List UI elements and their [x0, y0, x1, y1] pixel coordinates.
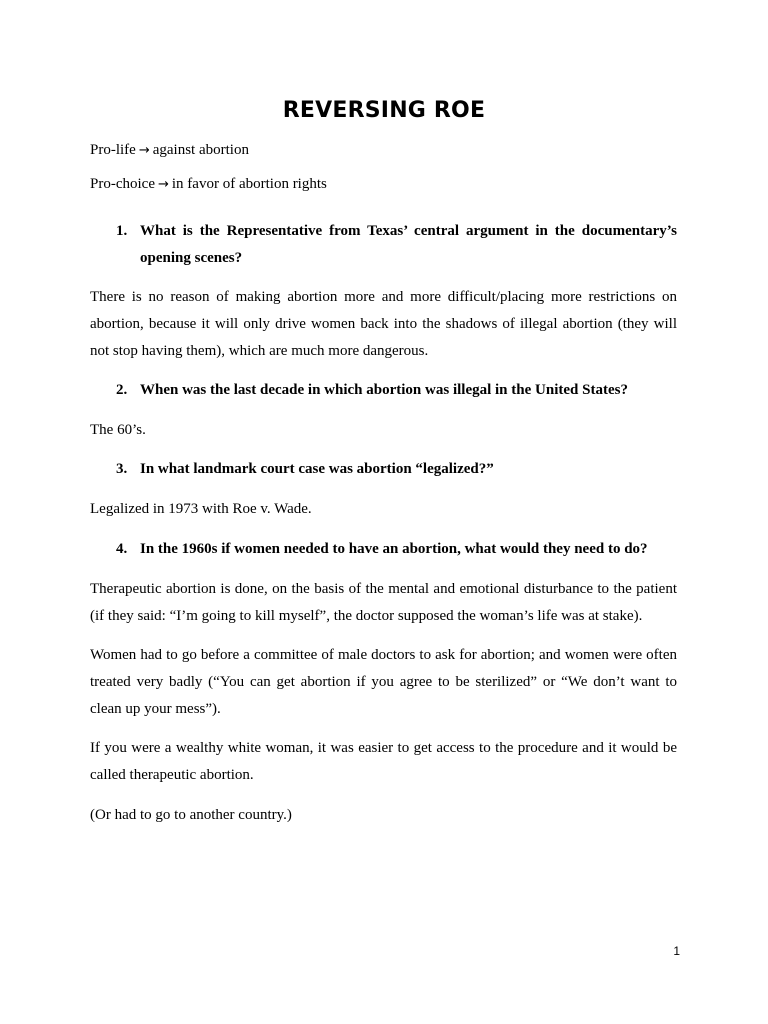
definition-term: Pro-life — [90, 142, 136, 158]
answer-paragraph: There is no reason of making abortion more and more difficult/placing more restrictions on abortion, because it will only drive women back into the shadows of illegal abortion (they will not stop having them), which are much more dangerous. — [90, 289, 677, 359]
document-title: REVERSING ROE — [282, 98, 486, 123]
question-item — [116, 218, 677, 272]
definition-line — [90, 140, 249, 161]
answer-paragraph: If you were a wealthy white woman, it was easier to get access to the procedure and it would be called therapeutic abortion. — [90, 740, 677, 783]
answer-paragraph: Therapeutic abortion is done, on the basis of the mental and emotional disturbance to the patient (if they said: “I’m going to kill myself”, the doctor supposed the woman’s life was at stake). — [90, 581, 677, 624]
question-text: In the 1960s if women needed to have an abortion, what would they need to do? — [140, 541, 648, 557]
question-number: 2. — [116, 382, 128, 398]
answer-paragraph: (Or had to go to another country.) — [90, 807, 292, 823]
right-arrow-icon: → — [138, 143, 150, 158]
answer-paragraph: Women had to go before a committee of male doctors to ask for abortion; and women were often treated very badly (“You can get abortion if you agree to be sterilized” or “We don’t want to clean up your mess”). — [90, 647, 677, 717]
question-number: 3. — [116, 461, 128, 477]
answer-paragraph: Legalized in 1973 with Roe v. Wade. — [90, 501, 312, 517]
question-text: What is the Representative from Texas’ central argument in the documentary’s opening scenes? — [140, 223, 677, 266]
question-text: When was the last decade in which abortion was illegal in the United States? — [140, 382, 628, 398]
question-item — [116, 456, 677, 483]
question-text: In what landmark court case was abortion “legalized?” — [140, 461, 494, 477]
definition-meaning: against abortion — [152, 142, 249, 158]
question-number: 4. — [116, 541, 128, 557]
question-item — [116, 377, 677, 404]
definition-term: Pro-choice — [90, 176, 155, 192]
question-item — [116, 536, 677, 563]
definition-meaning: in favor of abortion rights — [171, 176, 327, 192]
right-arrow-icon: → — [157, 177, 169, 192]
definition-line — [90, 174, 327, 195]
question-number: 1. — [116, 223, 128, 239]
answer-paragraph: The 60’s. — [90, 422, 146, 438]
page-number: 1 — [673, 944, 680, 958]
